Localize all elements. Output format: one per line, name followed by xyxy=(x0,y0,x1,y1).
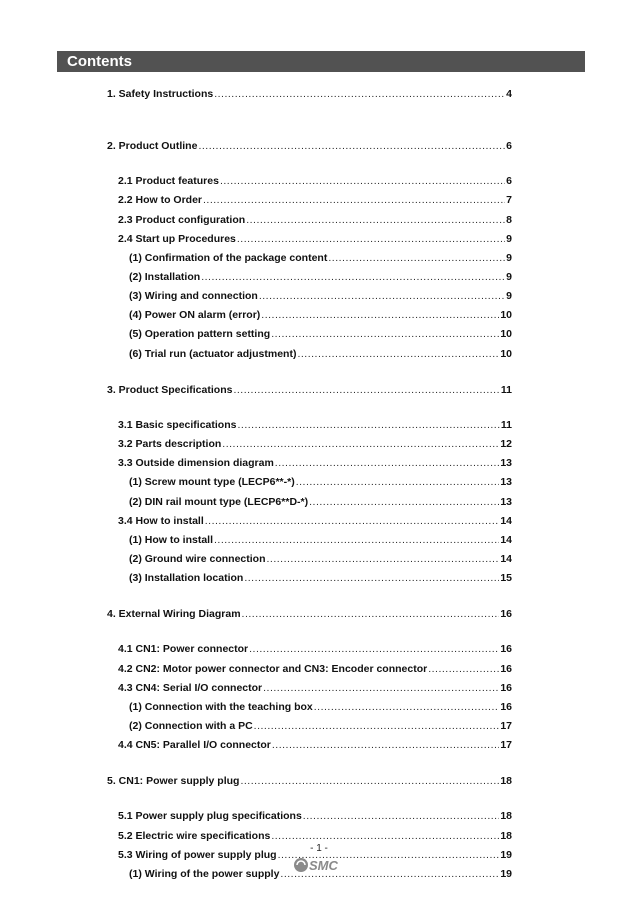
toc-entry-label: (2) Connection with a PC xyxy=(129,720,253,732)
toc-entry[interactable] xyxy=(129,553,512,567)
toc-entry-page: 12 xyxy=(500,438,512,450)
toc-leader-dots xyxy=(271,830,499,842)
toc-entry[interactable] xyxy=(118,419,512,433)
toc-entry-page: 9 xyxy=(506,252,512,264)
toc-leader-dots xyxy=(214,534,499,546)
toc-entry-page: 14 xyxy=(500,534,512,546)
toc-leader-dots xyxy=(271,328,499,340)
toc-leader-dots xyxy=(328,252,505,264)
toc-entry-label: 4.2 CN2: Motor power connector and CN3: Encoder connector xyxy=(118,663,428,675)
toc-entry-label: (2) Ground wire connection xyxy=(129,553,266,565)
toc-entry-label: 2. Product Outline xyxy=(107,140,198,152)
toc-entry-page: 7 xyxy=(506,194,512,206)
toc-entry[interactable] xyxy=(107,140,512,154)
toc-entry-page: 13 xyxy=(500,457,512,469)
toc-entry-label: 3.4 How to install xyxy=(118,515,204,527)
toc-entry[interactable] xyxy=(118,810,512,824)
toc-entry-page: 16 xyxy=(500,682,512,694)
toc-entry[interactable] xyxy=(129,534,512,548)
toc-entry-page: 11 xyxy=(500,384,512,396)
toc-entry-page: 10 xyxy=(500,348,512,360)
toc-leader-dots xyxy=(201,271,505,283)
toc-entry-label: 2.2 How to Order xyxy=(118,194,203,206)
toc-leader-dots xyxy=(275,457,500,469)
toc-entry-page: 9 xyxy=(506,271,512,283)
toc-entry[interactable] xyxy=(118,663,512,677)
toc-leader-dots xyxy=(254,720,500,732)
toc-entry-page: 18 xyxy=(500,775,512,787)
toc-entry[interactable] xyxy=(118,739,512,753)
toc-entry-page: 11 xyxy=(500,419,512,431)
toc-leader-dots xyxy=(272,739,499,751)
toc-leader-dots xyxy=(220,175,505,187)
toc-entry[interactable] xyxy=(129,476,512,490)
toc-entry-label: 5.3 Wiring of power supply plug xyxy=(118,849,277,861)
toc-entry-page: 8 xyxy=(506,214,512,226)
toc-entry-page: 19 xyxy=(500,849,512,861)
toc-entry-label: (3) Wiring and connection xyxy=(129,290,258,302)
toc-entry-label: (3) Installation location xyxy=(129,572,244,584)
toc-leader-dots xyxy=(222,438,499,450)
toc-leader-dots xyxy=(244,572,499,584)
toc-entry-label: 3. Product Specifications xyxy=(107,384,233,396)
toc-entry[interactable] xyxy=(107,608,512,622)
toc-entry-page: 10 xyxy=(500,328,512,340)
toc-entry-page: 10 xyxy=(500,309,512,321)
toc-entry[interactable] xyxy=(118,830,512,844)
toc-entry[interactable] xyxy=(129,328,512,342)
toc-leader-dots xyxy=(263,682,499,694)
toc-leader-dots xyxy=(198,140,505,152)
toc-entry-page: 9 xyxy=(506,233,512,245)
toc-entry-label: 1. Safety Instructions xyxy=(107,88,214,100)
toc-entry-page: 17 xyxy=(500,720,512,732)
toc-entry-label: 5.2 Electric wire specifications xyxy=(118,830,271,842)
toc-entry-page: 18 xyxy=(500,810,512,822)
toc-entry[interactable] xyxy=(129,348,512,362)
toc-entry[interactable] xyxy=(118,682,512,696)
toc-entry[interactable] xyxy=(129,720,512,734)
toc-leader-dots xyxy=(297,348,499,360)
toc-leader-dots xyxy=(237,419,499,431)
toc-entry[interactable] xyxy=(118,194,512,208)
toc-entry-page: 16 xyxy=(500,608,512,620)
toc-entry-page: 6 xyxy=(506,175,512,187)
toc-leader-dots xyxy=(259,290,505,302)
toc-entry-label: (1) Wiring of the power supply xyxy=(129,868,280,880)
toc-entry-page: 15 xyxy=(500,572,512,584)
smc-logo xyxy=(293,856,347,874)
toc-entry-label: 4.3 CN4: Serial I/O connector xyxy=(118,682,263,694)
toc-entry-label: (1) Connection with the teaching box xyxy=(129,701,313,713)
toc-entry-label: 5.1 Power supply plug specifications xyxy=(118,810,302,822)
toc-entry[interactable] xyxy=(129,496,512,510)
toc-entry-label: 2.3 Product configuration xyxy=(118,214,246,226)
toc-entry-label: (2) DIN rail mount type (LECP6**D-*) xyxy=(129,496,309,508)
toc-entry-page: 13 xyxy=(500,476,512,488)
toc-entry[interactable] xyxy=(118,515,512,529)
toc-entry[interactable] xyxy=(118,214,512,228)
toc-leader-dots xyxy=(242,608,500,620)
toc-entry[interactable] xyxy=(129,290,512,304)
toc-entry-label: (6) Trial run (actuator adjustment) xyxy=(129,348,297,360)
toc-leader-dots xyxy=(267,553,500,565)
page-number: - 1 - xyxy=(310,843,328,854)
toc-entry-page: 14 xyxy=(500,515,512,527)
toc-entry-page: 6 xyxy=(506,140,512,152)
toc-leader-dots xyxy=(214,88,505,100)
toc-entry[interactable] xyxy=(129,701,512,715)
toc-entry-label: (4) Power ON alarm (error) xyxy=(129,309,261,321)
toc-entry-page: 14 xyxy=(500,553,512,565)
smc-logo-text: SMC xyxy=(309,858,338,873)
toc-entry-label: 4. External Wiring Diagram xyxy=(107,608,241,620)
toc-entry[interactable] xyxy=(118,175,512,189)
toc-leader-dots xyxy=(296,476,500,488)
toc-entry-label: (2) Installation xyxy=(129,271,201,283)
toc-entry-label: 3.3 Outside dimension diagram xyxy=(118,457,274,469)
toc-entry-label: (5) Operation pattern setting xyxy=(129,328,271,340)
toc-entry[interactable] xyxy=(118,438,512,452)
toc-leader-dots xyxy=(249,643,499,655)
toc-entry-label: (1) Confirmation of the package content xyxy=(129,252,328,264)
toc-entry-page: 13 xyxy=(500,496,512,508)
toc-entry[interactable] xyxy=(118,457,512,471)
toc-entry[interactable] xyxy=(107,775,512,789)
toc-entry[interactable] xyxy=(129,252,512,266)
toc-entry[interactable] xyxy=(129,572,512,586)
toc-entry[interactable] xyxy=(129,309,512,323)
toc-leader-dots xyxy=(203,194,505,206)
toc-entry-label: 4.1 CN1: Power connector xyxy=(118,643,249,655)
toc-entry[interactable] xyxy=(107,384,512,398)
toc-leader-dots xyxy=(233,384,499,396)
toc-entry-label: 5. CN1: Power supply plug xyxy=(107,775,240,787)
toc-entry-label: 2.1 Product features xyxy=(118,175,219,187)
toc-entry-page: 9 xyxy=(506,290,512,302)
toc-entry[interactable] xyxy=(129,271,512,285)
toc-leader-dots xyxy=(314,701,500,713)
toc-entry-label: (1) Screw mount type (LECP6**-*) xyxy=(129,476,295,488)
toc-entry-page: 16 xyxy=(500,701,512,713)
toc-leader-dots xyxy=(246,214,505,226)
toc-entry-page: 16 xyxy=(500,663,512,675)
toc-leader-dots xyxy=(205,515,500,527)
toc-leader-dots xyxy=(240,775,499,787)
toc-entry-page: 17 xyxy=(500,739,512,751)
toc-leader-dots xyxy=(309,496,499,508)
toc-entry[interactable] xyxy=(118,643,512,657)
toc-entry-page: 4 xyxy=(506,88,512,100)
toc-leader-dots xyxy=(237,233,505,245)
toc-entry-page: 18 xyxy=(500,830,512,842)
toc-leader-dots xyxy=(428,663,499,675)
toc-entry-label: 4.4 CN5: Parallel I/O connector xyxy=(118,739,271,751)
toc-entry-label: 2.4 Start up Procedures xyxy=(118,233,236,245)
toc-entry[interactable] xyxy=(118,233,512,247)
toc-entry-page: 19 xyxy=(500,868,512,880)
toc-entry-label: (1) How to install xyxy=(129,534,213,546)
toc-entry-label: 3.1 Basic specifications xyxy=(118,419,237,431)
toc-leader-dots xyxy=(303,810,500,822)
toc-entry-page: 16 xyxy=(500,643,512,655)
contents-title: Contents xyxy=(67,53,132,70)
toc-entry-label: 3.2 Parts description xyxy=(118,438,222,450)
toc-leader-dots xyxy=(261,309,499,321)
toc-entry[interactable] xyxy=(107,88,512,102)
